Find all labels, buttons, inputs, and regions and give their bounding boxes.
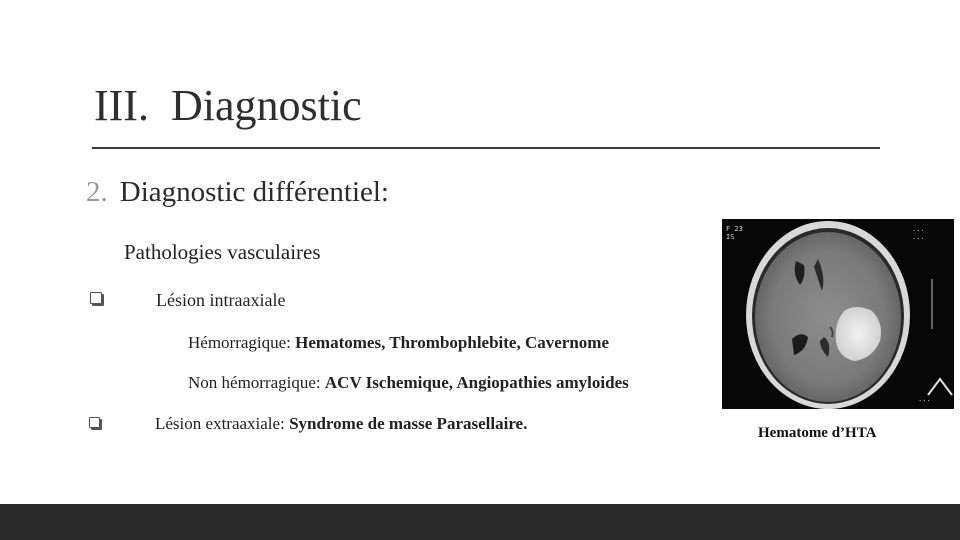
- checkbox-bullet-icon: [90, 292, 102, 304]
- hemorrhagic-label: Hémorragique:: [188, 333, 296, 352]
- svg-text:...: ...: [912, 233, 925, 241]
- checkbox-bullet-icon: [89, 417, 100, 428]
- slide-subtitle: [86, 176, 389, 209]
- title-divider: [92, 147, 880, 149]
- extraaxial-values: Syndrome de masse Parasellaire.: [289, 414, 528, 433]
- subtitle-number: 2.: [86, 176, 108, 208]
- subtitle-text: Diagnostic différentiel:: [119, 176, 389, 208]
- non-hemorrhagic-label: Non hémorragique:: [188, 373, 325, 392]
- footer-bar: [0, 504, 960, 540]
- title-text: Diagnostic: [170, 81, 362, 130]
- hemorrhagic-item: [188, 333, 609, 353]
- svg-text:F 23: F 23: [726, 225, 743, 233]
- svg-text:...: ...: [918, 395, 931, 403]
- ct-scan-image: [722, 219, 954, 409]
- hemorrhagic-values: Hematomes, Thrombophlebite, Cavernome: [295, 333, 610, 352]
- non-hemorrhagic-item: [188, 373, 629, 393]
- slide-title: [94, 80, 362, 131]
- section-heading: Pathologies vasculaires: [124, 240, 321, 264]
- extraaxial-item: [155, 414, 527, 434]
- ct-scan-drawing: [722, 219, 954, 409]
- svg-text:IS: IS: [726, 233, 735, 241]
- title-number: III.: [94, 81, 149, 130]
- intraaxial-item: Lésion intraaxiale: [156, 290, 286, 310]
- non-hemorrhagic-values: ACV Ischemique, Angiopathies amyloides: [324, 373, 629, 392]
- extraaxial-label: Lésion extraaxiale:: [155, 414, 290, 433]
- svg-text:...: ...: [912, 225, 925, 233]
- figure-caption: Hematome d’HTA: [758, 425, 877, 441]
